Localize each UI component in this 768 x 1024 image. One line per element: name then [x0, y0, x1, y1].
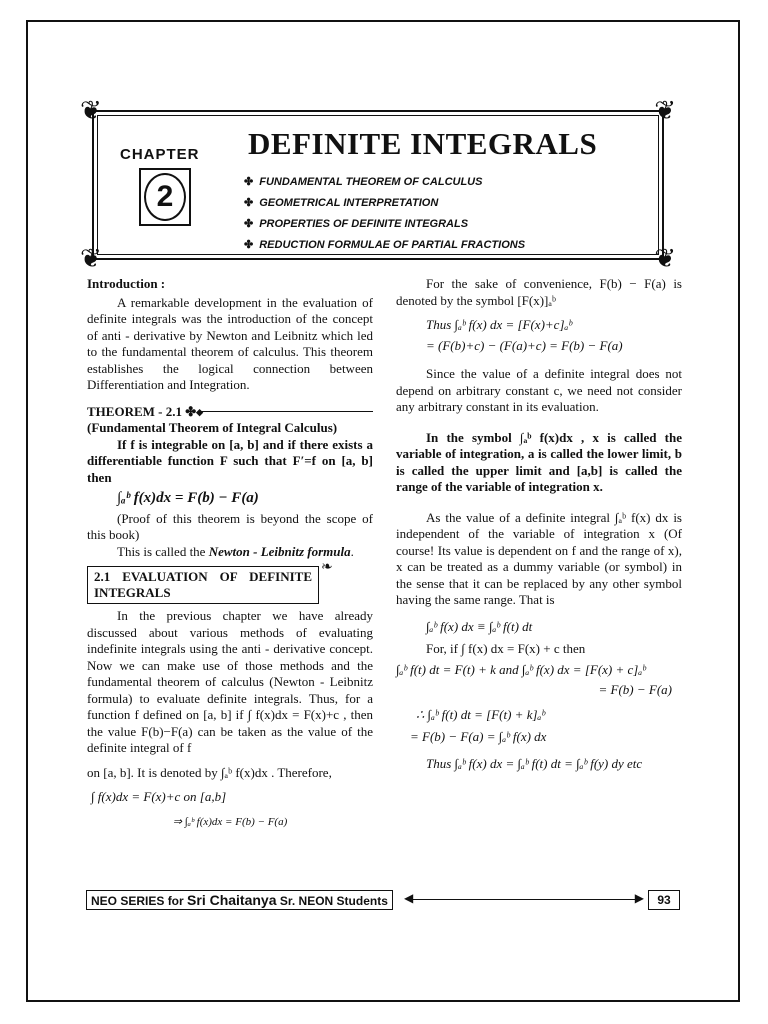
equation: Thus ∫ₐᵇ f(x) dx = ∫ₐᵇ f(t) dt = ∫ₐᵇ f(y) dy etc	[426, 755, 643, 771]
topic-list	[244, 172, 525, 256]
paragraph: Since the value of a definite integral does not depend on arbitrary constant c, we need not consider any arbitrary constant in its evaluation.	[396, 366, 682, 414]
intro-text: A remarkable development in the evaluation of definite integrals was the introduction of the concept of anti - derivative by Newton and Leibnitz which led to the fundamental theorem of calculus. This theorem establishes the logical connection between Differentiation and Integration.	[87, 294, 373, 392]
intro-heading: Introduction :	[87, 276, 166, 291]
diamond-bullet-icon: ✤	[244, 176, 254, 188]
section-text: In the previous chapter we have already discussed about various methods of evaluating indefinite integrals using the anti - derivative concept. Now we can make use of those methods and the fundamental theorem of calculus (Newton - Leibnitz formula) to evaluate definite integrals. Thus, for a function f defined on [a, b] if ∫ f(x)dx = F(x)+c , then the value F(b)−F(a) can be taken as the value of the definite integral of f	[87, 608, 373, 755]
equation: ⇒ ∫ₐᵇ f(x)dx = F(b) − F(a)	[172, 815, 288, 828]
chapter-title: DEFINITE INTEGRALS	[248, 126, 598, 161]
paragraph: In the symbol ∫ₐᵇ f(x)dx , x is called the variable of integration, a is called the lower limit, b is called the upper limit and [a,b] is called the range of the variable of integration x.	[396, 429, 682, 494]
diamond-bullet-icon: ✤	[244, 218, 254, 230]
denoted-text: on [a, b]. It is denoted by ∫ₐᵇ f(x)dx . Therefore,	[87, 764, 332, 780]
proof-note: (Proof of this theorem is beyond the scope of this book)	[87, 510, 373, 542]
flourish-ornament-icon: ❦	[654, 244, 676, 273]
equation: ∫ₐᵇ f(x) dx ≡ ∫ₐᵇ f(t) dt	[426, 618, 533, 634]
double-arrow-icon	[408, 899, 640, 900]
equation: Thus ∫ₐᵇ f(x) dx = [F(x)+c]ₐᵇ	[426, 317, 572, 332]
topic-item: ✤ PROPERTIES OF DEFINITE INTEGRALS	[244, 218, 469, 230]
page-number: 93	[648, 890, 680, 910]
divider	[200, 411, 373, 412]
diamond-bullet-icon: ✤	[244, 239, 254, 251]
right-column	[396, 276, 682, 772]
flourish-ornament-icon: ❦	[654, 96, 676, 125]
chapter-number-badge	[139, 168, 191, 226]
equation: ∫ₐᵇ f(t) dt = F(t) + k and ∫ₐᵇ f(x) dx = [F(x) + c]ₐᵇ	[396, 661, 646, 677]
equation: = (F(b)+c) − (F(a)+c) = F(b) − F(a)	[426, 337, 623, 353]
flourish-ornament-icon: ❦	[80, 244, 102, 273]
left-column	[87, 276, 373, 830]
page-footer	[86, 890, 682, 910]
paragraph: For the sake of convenience, F(b) − F(a) is denoted by the symbol [F(x)]ₐᵇ	[396, 276, 682, 308]
topic-item: ✤ GEOMETRICAL INTERPRETATION	[244, 197, 439, 209]
paragraph: For, if ∫ f(x) dx = F(x) + c then	[426, 641, 586, 656]
topic-item: ✤ FUNDAMENTAL THEOREM OF CALCULUS	[244, 176, 483, 188]
equation: ∫ f(x)dx = F(x)+c on [a,b]	[91, 789, 227, 804]
equation: = F(b) − F(a)	[598, 682, 672, 697]
brand-name: Sri Chaitanya	[187, 892, 277, 908]
equation: ∴ ∫ₐᵇ f(t) dt = [F(t) + k]ₐᵇ	[416, 706, 545, 722]
theorem-heading: THEOREM - 2.1 ✤ ◆	[87, 404, 373, 421]
equation: = F(b) − F(a) = ∫ₐᵇ f(x) dx	[410, 729, 547, 744]
chapter-header	[80, 96, 676, 273]
diamond-bullet-icon: ✤	[244, 197, 254, 209]
decorative-ornament-icon: ❧	[321, 560, 333, 575]
paragraph: As the value of a definite integral ∫ₐᵇ f(x) dx is independent of the variable of integration x (Of course! Its value is dependent on f and the range of x), x can be treated as a dummy variable (or symbol) in the sense that it can be replaced by any other symbol having the same range. That is	[396, 509, 682, 607]
newton-leibnitz-line: This is called the Newton - Leibnitz formula.	[117, 543, 354, 559]
theorem-subtitle: (Fundamental Theorem of Integral Calculus)	[87, 420, 338, 435]
flourish-ornament-icon: ❦	[80, 96, 102, 125]
chapter-number: 2	[144, 173, 186, 221]
footer-series-label: NEO SERIES for Sri Chaitanya Sr. NEON Students	[86, 890, 393, 910]
topic-item: ✤ REDUCTION FORMULAE OF PARTIAL FRACTIONS	[244, 239, 526, 251]
section-heading: 2.1 EVALUATION OF DEFINITE INTEGRALS❧	[87, 560, 373, 608]
theorem-statement: If f is integrable on [a, b] and if there exists a differentiable function F such that F′=f on [a, b] then	[87, 436, 373, 485]
chapter-label: CHAPTER	[120, 146, 200, 163]
theorem-formula: ∫ₐᵇ f(x)dx = F(b) − F(a)	[117, 490, 259, 506]
